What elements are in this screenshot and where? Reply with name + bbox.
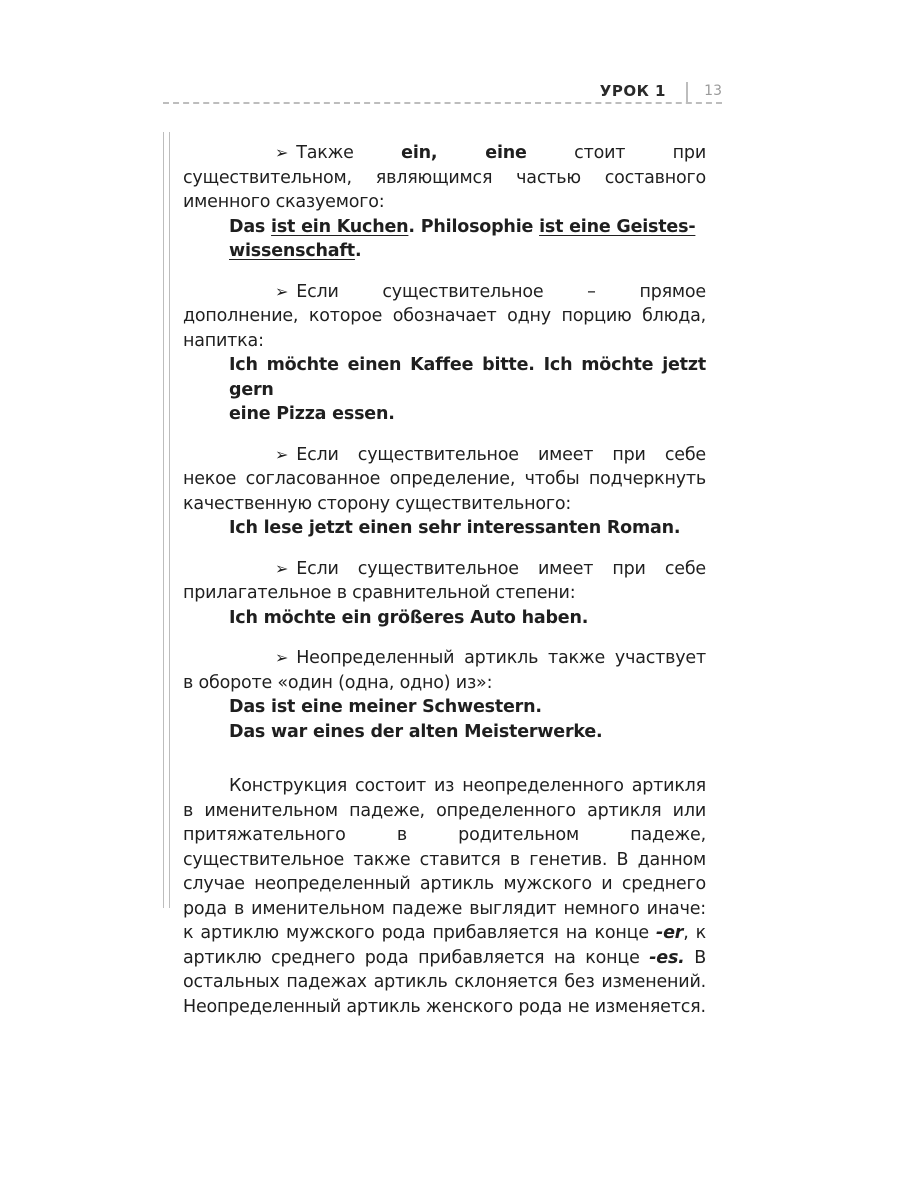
example-sentence: Ich möchte einen Kaffee bitte. Ich möchte jetzt gern — [229, 355, 706, 400]
rule-text: ➢ Если существительное имеет при себе прилагательное в сравнительной степени: — [183, 558, 706, 603]
example-sentence: Das war eines der alten Meisterwerke. — [229, 721, 603, 742]
arrow-bullet-icon: ➢ — [275, 558, 289, 578]
explanation-paragraph: Конструкция состоит из неопределенного артикля в именительном падеже, определенного артикля или притяжательного в родительном падеже, существительное также ставится в генетив. В данном случае неопределенный артикль мужского и среднего рода в именительном падеже выглядит немного иначе: к артиклю мужского рода прибавляется на конце -er, к артиклю среднего рода прибавляется на конце -es. В остальных падежах артикль склоняется без изменений. Неопределенный артикль женского рода не изменяется. — [183, 776, 707, 1017]
arrow-bullet-icon: ➢ — [275, 444, 289, 464]
example-sentence: Ich lese jetzt einen sehr interessanten Roman. — [229, 518, 681, 538]
rule-text: ➢ Если существительное имеет при себе некое согласованное определение, чтобы подчеркнуть качественную сторону существительного: — [183, 444, 706, 514]
rule-block — [183, 443, 706, 541]
rule-block — [183, 557, 706, 631]
page-body — [183, 141, 706, 1019]
example-sentence: eine Pizza essen. — [229, 404, 395, 424]
rule-text: ➢ Если существительное – прямое дополнение, которое обозначает одну порцию блюда, напитка: — [183, 281, 706, 351]
example-sentence: Ich möchte ein größeres Auto haben. — [229, 607, 589, 628]
rule-text: ➢ Также ein, eine стоит при существительном, являющимся частью составного именного сказуемого: — [183, 143, 706, 212]
arrow-bullet-icon: ➢ — [275, 281, 289, 301]
rule-block — [183, 646, 706, 744]
example-sentence: wissenschaft. — [229, 241, 362, 261]
rule-block — [183, 141, 706, 264]
chapter-title: УРОК 1 — [599, 82, 666, 100]
page-number: 13 — [704, 83, 722, 99]
arrow-bullet-icon: ➢ — [275, 648, 289, 667]
page-header — [0, 82, 722, 104]
header-separator — [686, 82, 688, 102]
rule-block — [183, 280, 706, 427]
header-dashed-rule — [163, 102, 722, 104]
example-sentence: Das ist ein Kuchen. Philosophie ist eine Geistes- — [229, 216, 696, 237]
arrow-bullet-icon: ➢ — [275, 143, 289, 162]
rule-text: ➢ Неопределенный артикль также участвует в обороте «один (одна, одно) из»: — [183, 648, 706, 693]
margin-bar — [163, 132, 170, 908]
example-sentence: Das ist eine meiner Schwestern. — [229, 697, 542, 717]
